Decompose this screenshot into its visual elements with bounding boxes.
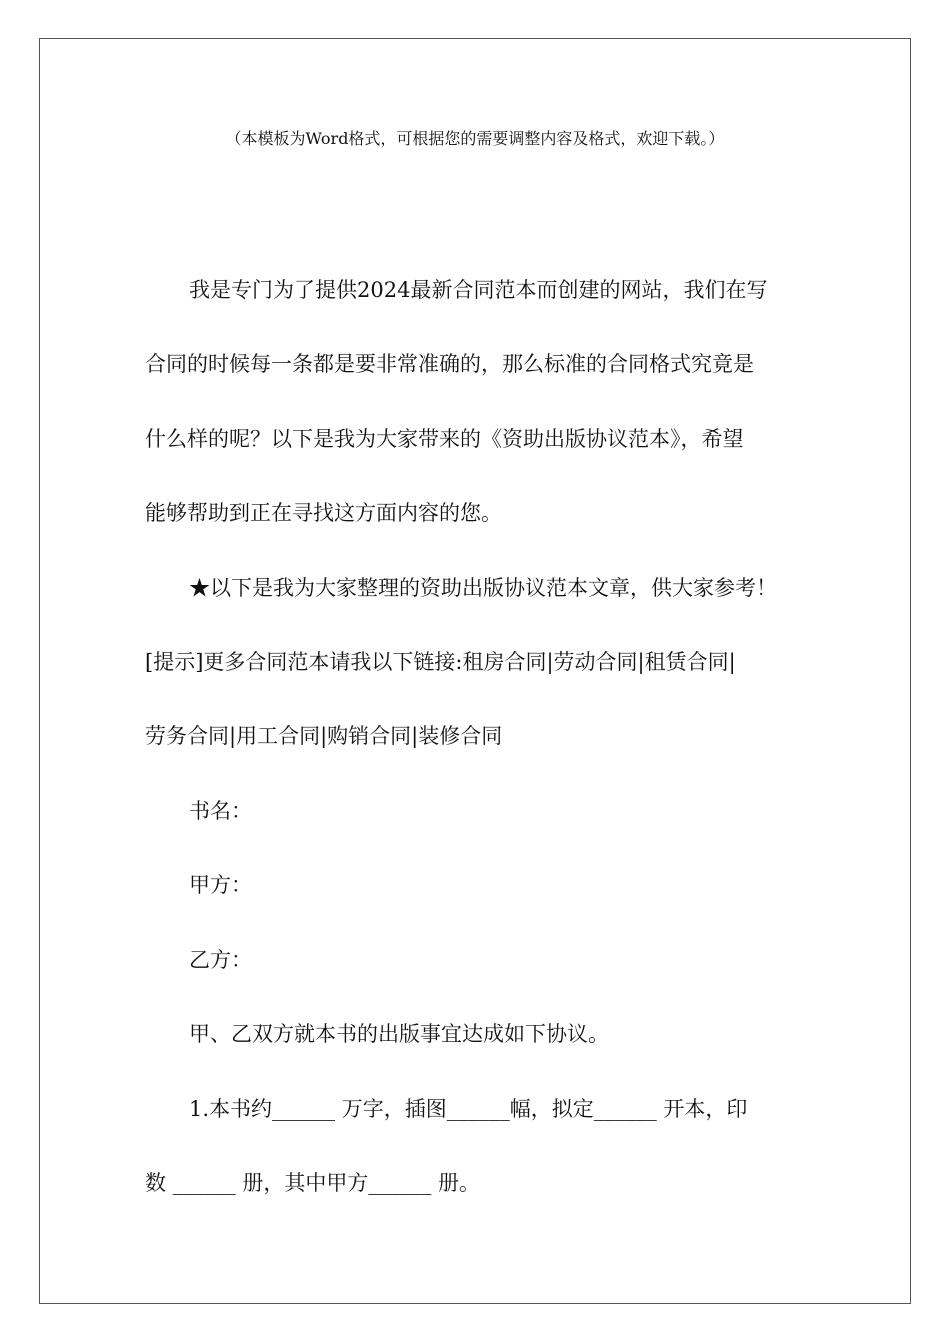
star-line: ★以下是我为大家整理的资助出版协议范本文章，供大家参考！	[189, 576, 777, 600]
tip-line-2: 劳务合同|用工合同|购销合同|装修合同	[145, 724, 503, 748]
book-name-field: 书名：	[189, 799, 252, 823]
clause-1-line-1: 1.本书约______ 万字，插图______幅，拟定______ 开本，印	[189, 1097, 748, 1121]
party-b-field: 乙方：	[189, 948, 252, 972]
clause-1-line-2: 数 ______ 册，其中甲方______ 册。	[145, 1171, 481, 1195]
agreement-statement: 甲、乙双方就本书的出版事宜达成如下协议。	[189, 1022, 609, 1046]
intro-line-2: 合同的时候每一条都是要非常准确的，那么标准的合同格式究竟是	[145, 352, 754, 376]
intro-line-4: 能够帮助到正在寻找这方面内容的您。	[145, 501, 502, 525]
tip-line-1: [提示]更多合同范本请我以下链接:租房合同|劳动合同|租赁合同|	[145, 650, 736, 674]
party-a-field: 甲方：	[189, 873, 252, 897]
template-note: （本模板为Word格式，可根据您的需要调整内容及格式，欢迎下载。）	[225, 129, 725, 148]
intro-line-1: 我是专门为了提供2024最新合同范本而创建的网站，我们在写	[189, 278, 768, 302]
intro-line-3: 什么样的呢？以下是我为大家带来的《资助出版协议范本》，希望	[145, 427, 744, 451]
